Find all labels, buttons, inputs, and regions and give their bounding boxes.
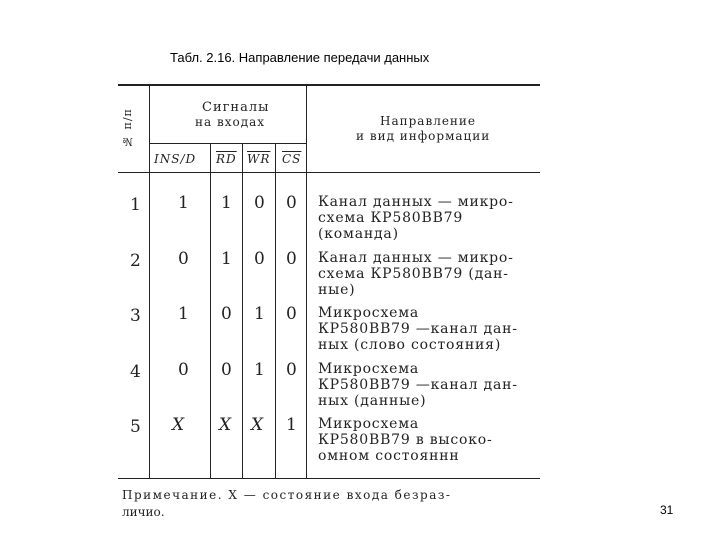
header-direction-line2: и вид информации [356, 129, 491, 143]
row-4-num: 4 [130, 362, 141, 382]
row-1-desc-line-3: (команда) [318, 226, 399, 242]
col-divider-signal-3 [275, 143, 276, 478]
row-1-signal-rd: 1 [221, 193, 232, 213]
row-5-num: 5 [130, 417, 141, 437]
table-caption: Табл. 2.16. Направление передачи данных [170, 50, 430, 65]
row-2-description [318, 250, 540, 298]
row-5-signal-wr: X [251, 415, 264, 435]
row-4-signal-ins-d: 0 [178, 360, 189, 380]
header-direction-line1: Направление [380, 114, 477, 128]
row-4-desc-line-3: ных (данные) [318, 393, 427, 409]
top-rule [118, 84, 540, 86]
row-3-desc-line-1: Микросхема [318, 305, 420, 321]
row-4-signal-rd: 0 [221, 360, 232, 380]
row-3-desc-line-2: КР580ВВ79 —канал дан- [318, 321, 518, 337]
bottom-rule [118, 478, 540, 479]
row-4-desc-line-1: Микросхема [318, 361, 420, 377]
header-signal-rd: $\overline{RD}$ [216, 152, 237, 166]
row-2-num: 2 [130, 251, 141, 271]
row-3-signal-cs: 0 [286, 304, 297, 324]
signals-sub-rule [150, 143, 306, 144]
row-3-signal-wr: 1 [254, 304, 265, 324]
row-2-desc-line-1: Канал данных — микро- [318, 250, 514, 266]
row-3-num: 3 [130, 306, 141, 326]
page-number: 31 [660, 503, 674, 517]
row-1-signal-wr: 0 [254, 193, 265, 213]
row-2-signal-cs: 0 [286, 249, 297, 269]
col-divider-num [149, 86, 150, 478]
table-note: Примечание. X — состояние входа безраз- [122, 488, 452, 502]
col-divider-signal-1 [210, 143, 211, 478]
col-divider-desc [306, 86, 307, 478]
row-1-desc-line-2: схема КР580ВВ79 [318, 210, 464, 226]
row-2-signal-wr: 0 [254, 249, 265, 269]
row-3-signal-rd: 0 [221, 304, 232, 324]
header-signals-line1: Сигналы [202, 100, 270, 115]
row-5-signal-cs: 1 [286, 415, 297, 435]
row-1-signal-cs: 0 [286, 193, 297, 213]
row-1-num: 1 [130, 195, 141, 215]
header-signal-ins-d: INS/D [154, 152, 197, 166]
row-3-desc-line-3: ных (слово состояния) [318, 337, 502, 353]
row-1-desc-line-1: Канал данных — микро- [318, 194, 514, 210]
row-2-signal-rd: 1 [221, 249, 232, 269]
row-5-desc-line-2: КР580ВВ79 в высоко- [318, 432, 493, 448]
row-1-signal-ins-d: 1 [178, 193, 189, 213]
row-4-signal-cs: 0 [286, 360, 297, 380]
row-3-signal-ins-d: 1 [178, 304, 189, 324]
table-note-continuation: личио. [122, 505, 165, 519]
header-signals-line2: на входах [195, 115, 266, 129]
row-3-description [318, 305, 540, 353]
row-5-description [318, 416, 540, 464]
row-4-description [318, 361, 540, 409]
header-bottom-rule [118, 172, 540, 173]
row-1-description [318, 194, 540, 242]
row-4-desc-line-2: КР580ВВ79 —канал дан- [318, 377, 518, 393]
row-2-signal-ins-d: 0 [178, 249, 189, 269]
row-2-desc-line-3: ные) [318, 282, 356, 298]
row-5-signal-ins-d: X [172, 415, 185, 435]
header-signal-cs: $\overline{CS}$ [282, 152, 302, 166]
row-5-desc-line-1: Микросхема [318, 416, 420, 432]
row-5-signal-rd: X [219, 415, 232, 435]
row-2-desc-line-2: схема КР580ВВ79 (дан- [318, 266, 509, 282]
row-4-signal-wr: 1 [254, 360, 265, 380]
col-divider-signal-2 [242, 143, 243, 478]
header-num-label: № п/п [121, 108, 134, 148]
header-signal-wr: $\overline{WR}$ [247, 152, 271, 166]
row-5-desc-line-3: омном состояннн [318, 448, 460, 464]
